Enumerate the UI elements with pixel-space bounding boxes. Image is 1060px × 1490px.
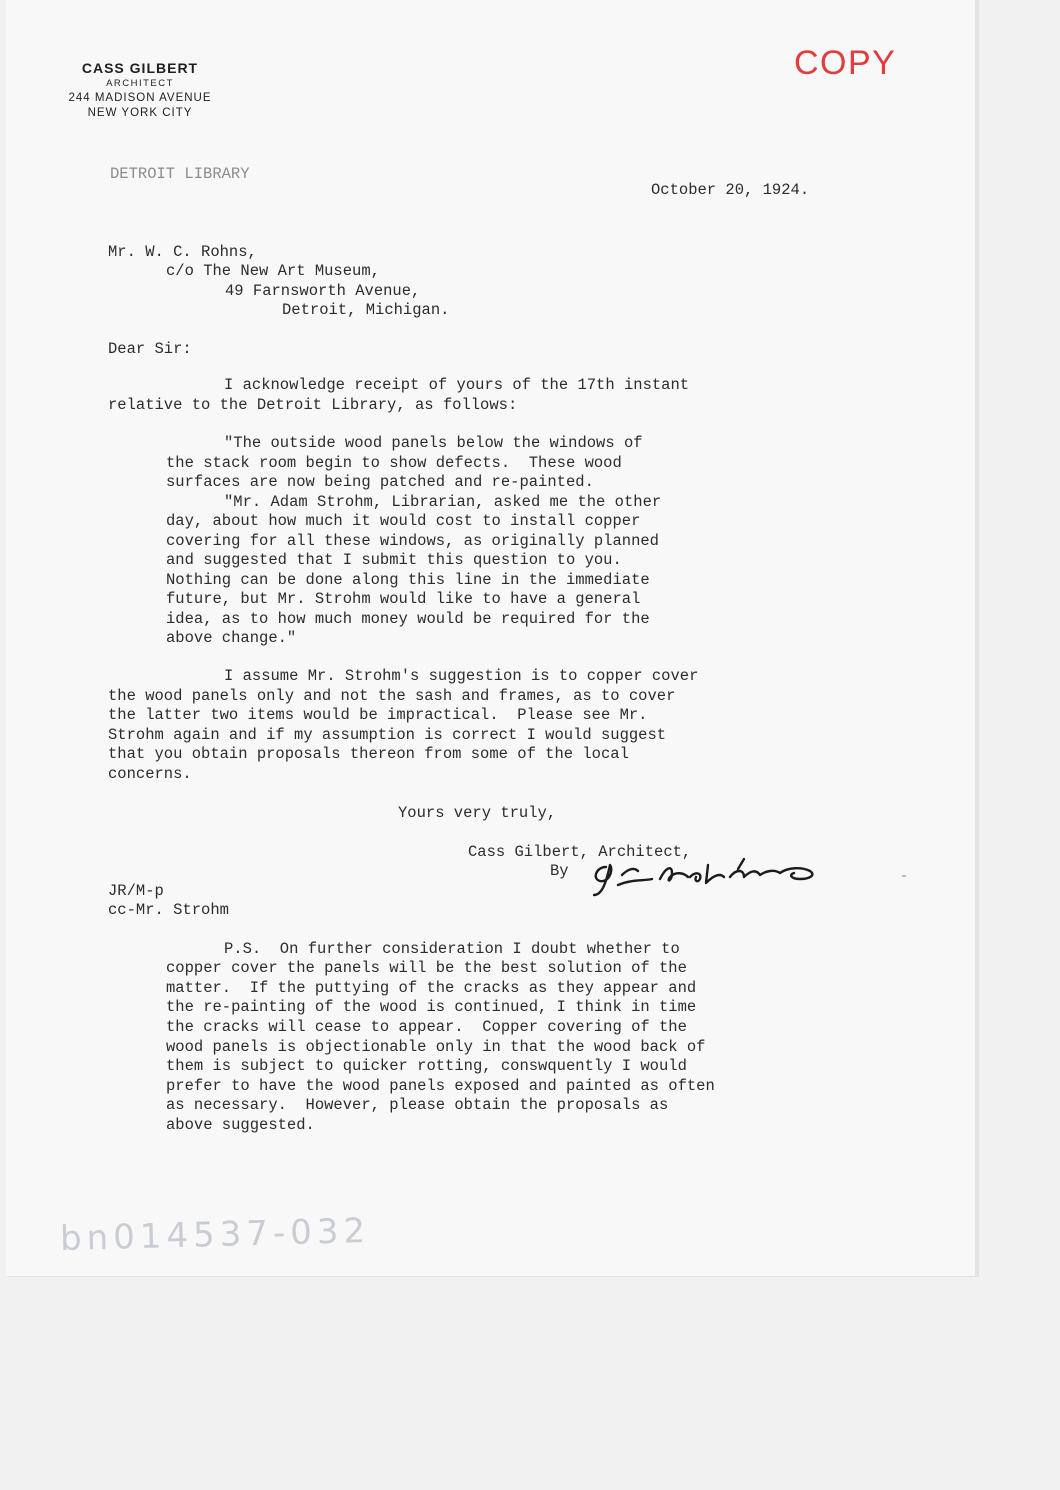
archive-pencil-number: bn014537-032 (59, 1210, 371, 1260)
text-line: concerns. (108, 765, 192, 783)
quote-line: Nothing can be done along this line in the immediate (166, 571, 650, 589)
text-line: relative to the Detroit Library, as follows: (108, 396, 518, 414)
salutation: Dear Sir: (108, 340, 192, 358)
handwritten-signature (548, 845, 858, 905)
text-line: I assume Mr. Strohm's suggestion is to copper cover (224, 667, 699, 685)
quote-line: future, but Mr. Strohm would like to have a general (166, 590, 641, 608)
quote-line: "The outside wood panels below the windows of (224, 434, 643, 452)
quote-line: above change." (166, 629, 297, 647)
typist-initials: JR/M-p (108, 882, 164, 900)
letterhead-title: ARCHITECT (106, 78, 174, 89)
signature-by: By (550, 862, 569, 880)
letterhead (50, 60, 230, 119)
ps-line: copper cover the panels will be the best solution of the (166, 959, 687, 977)
text-line: I acknowledge receipt of yours of the 17th instant (224, 376, 690, 394)
text-line: the latter two items would be impractical. Please see Mr. (108, 706, 648, 724)
text-line: that you obtain proposals thereon from some of the local (108, 745, 629, 763)
paper-mark (902, 875, 906, 877)
copy-stamp: COPY (794, 44, 897, 82)
addressee-line: c/o The New Art Museum, (166, 262, 380, 280)
ps-line: prefer to have the wood panels exposed and painted as often (166, 1077, 715, 1095)
ps-line: the re-painting of the wood is continued, I think in time (166, 998, 697, 1016)
text-line: the wood panels only and not the sash and frames, as to cover (108, 687, 676, 705)
quote-line: surfaces are now being patched and re-painted. (166, 473, 594, 491)
addressee-line: 49 Farnsworth Avenue, (225, 282, 421, 300)
quote-line: the stack room begin to show defects. These wood (166, 454, 622, 472)
subject-line: DETROIT LIBRARY (110, 165, 250, 183)
ps-line: above suggested. (166, 1116, 315, 1134)
quote-line: day, about how much it would cost to install copper (166, 512, 641, 530)
ps-line: P.S. On further consideration I doubt whether to (224, 940, 680, 958)
ps-line: wood panels is objectionable only in that the wood back of (166, 1038, 706, 1056)
ps-line: them is subject to quicker rotting, conswquently I would (166, 1057, 687, 1075)
letterhead-address: 244 MADISON AVENUE (68, 92, 212, 104)
ps-line: the cracks will cease to appear. Copper covering of the (166, 1018, 687, 1036)
quote-line: covering for all these windows, as originally planned (166, 532, 659, 550)
quote-line: idea, as to how much money would be required for the (166, 610, 650, 628)
addressee-line: Detroit, Michigan. (282, 301, 450, 319)
quote-line: and suggested that I submit this question to you. (166, 551, 622, 569)
text-line: Strohm again and if my assumption is correct I would suggest (108, 726, 667, 744)
ps-line: matter. If the puttying of the cracks as they appear and (166, 979, 697, 997)
signature-firm: Cass Gilbert, Architect, (468, 843, 692, 861)
carbon-copy-line: cc-Mr. Strohm (108, 901, 229, 919)
quote-line: "Mr. Adam Strohm, Librarian, asked me the other (224, 493, 662, 511)
letter-date: October 20, 1924. (651, 181, 810, 199)
letterhead-city: NEW YORK CITY (87, 107, 193, 119)
letterhead-name: CASS GILBERT (81, 60, 199, 76)
complimentary-close: Yours very truly, (398, 804, 557, 822)
addressee-line: Mr. W. C. Rohns, (108, 243, 257, 261)
ps-line: as necessary. However, please obtain the proposals as (166, 1096, 669, 1114)
page-edge (975, 0, 978, 1276)
